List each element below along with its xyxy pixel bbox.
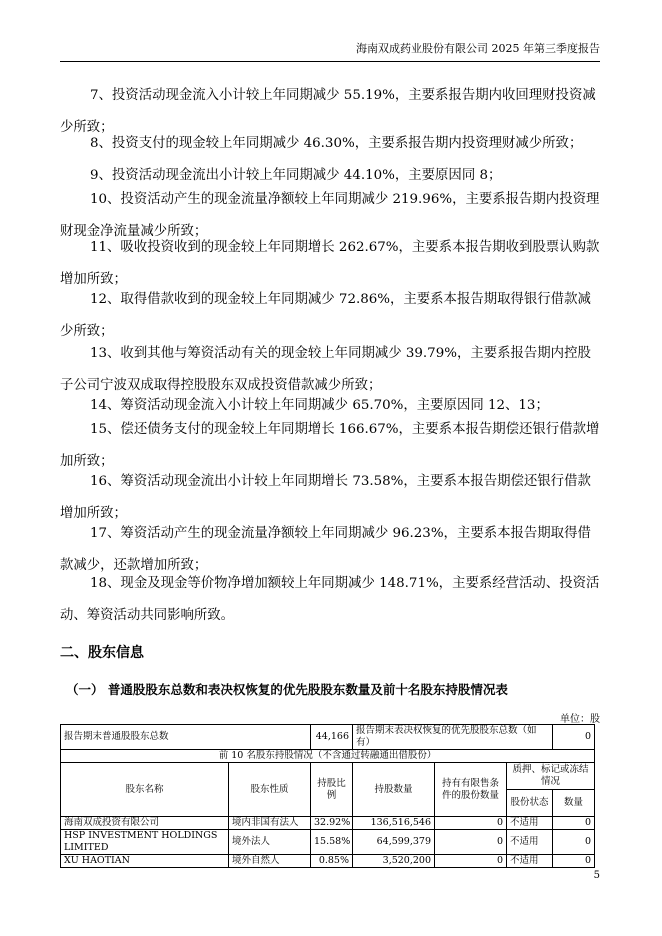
paragraph-8: 8、投资支付的现金较上年同期减少 46.30%，主要系报告期内投资理财减少所致； <box>90 136 583 151</box>
top10-title: 前 10 名股东持股情况（不含通过转融通出借股份） <box>61 750 595 763</box>
holder-restricted: 0 <box>435 830 507 855</box>
holder-nature: 境外法人 <box>229 830 311 855</box>
header-status: 股份状态 <box>507 790 553 817</box>
table-row <box>61 855 595 868</box>
header-ratio: 持股比例 <box>311 763 353 817</box>
holder-status: 不适用 <box>507 855 553 868</box>
paragraph-9: 9、投资活动现金流出小计较上年同期减少 44.10%，主要原因同 8； <box>90 168 502 183</box>
page-header: 海南双成药业股份有限公司 2025 年第三季度报告 <box>356 42 600 55</box>
holder-ratio: 0.85% <box>311 855 353 868</box>
holder-ratio: 32.92% <box>311 817 353 830</box>
holder-restricted: 0 <box>435 855 507 868</box>
table-row <box>61 817 595 830</box>
holder-status: 不适用 <box>507 830 553 855</box>
unit-label: 单位：股 <box>560 714 600 725</box>
holder-name: 海南双成投资有限公司 <box>61 817 229 830</box>
header-nature: 股东性质 <box>229 763 311 817</box>
holder-pledge-qty: 0 <box>553 855 595 868</box>
header-pledge: 质押、标记或冻结情况 <box>507 763 595 790</box>
pref-label: 报告期末表决权恢复的优先股股东总数（如有） <box>353 725 553 750</box>
holder-nature: 境内非国有法人 <box>229 817 311 830</box>
paragraph-16: 16、筹资活动现金流出小计较上年同期增长 73.58%，主要系本报告期偿还银行借款增加所致； <box>60 474 591 521</box>
summary-label: 报告期末普通股股东总数 <box>61 725 311 750</box>
holder-restricted: 0 <box>435 817 507 830</box>
paragraph-15: 15、偿还债务支付的现金较上年同期增长 166.67%，主要系本报告期偿还银行借款增加所致； <box>60 422 600 469</box>
header-row-1 <box>61 763 595 790</box>
holder-qty: 136,516,546 <box>353 817 435 830</box>
holder-qty: 3,520,200 <box>353 855 435 868</box>
paragraph-13: 13、收到其他与筹资活动有关的现金较上年同期减少 39.79%，主要系报告期内控股子公司宁波双成取得控股股东双成投资借款减少所致； <box>60 346 591 393</box>
header-pledge-qty: 数量 <box>553 790 595 817</box>
holder-pledge-qty: 0 <box>553 830 595 855</box>
paragraph-10: 10、投资活动产生的现金流量净额较上年同期减少 219.96%，主要系报告期内投资理财现金净流量减少所致； <box>60 192 600 239</box>
holder-nature: 境外自然人 <box>229 855 311 868</box>
section-title: 二、股东信息 <box>60 645 144 661</box>
pref-value: 0 <box>553 725 595 750</box>
holder-pledge-qty: 0 <box>553 817 595 830</box>
subsection-title: （一） 普通股股东总数和表决权恢复的优先股股东数量及前十名股东持股情况表 <box>66 682 508 697</box>
top10-title-row <box>61 750 595 763</box>
header-divider <box>60 61 600 62</box>
paragraph-7: 7、投资活动现金流入小计较上年同期减少 55.19%，主要系报告期内收回理财投资减少所致； <box>60 88 596 135</box>
shareholder-table <box>60 724 595 868</box>
paragraph-17: 17、筹资活动产生的现金流量净额较上年同期减少 96.23%，主要系本报告期取得借款减少，还款增加所致； <box>60 526 591 573</box>
holder-name: XU HAOTIAN <box>61 855 229 868</box>
holder-ratio: 15.58% <box>311 830 353 855</box>
summary-row <box>61 725 595 750</box>
holder-name: HSP INVESTMENT HOLDINGS LIMITED <box>61 830 229 855</box>
holder-qty: 64,599,379 <box>353 830 435 855</box>
paragraph-18: 18、现金及现金等价物净增加额较上年同期减少 148.71%，主要系经营活动、投资活动、筹资活动共同影响所致。 <box>60 576 600 623</box>
header-restricted: 持有有限售条件的股份数量 <box>435 763 507 817</box>
paragraph-12: 12、取得借款收到的现金较上年同期减少 72.86%，主要系本报告期取得银行借款减少所致； <box>60 292 591 339</box>
header-name: 股东名称 <box>61 763 229 817</box>
table-row <box>61 830 595 855</box>
holder-status: 不适用 <box>507 817 553 830</box>
summary-value: 44,166 <box>311 725 353 750</box>
paragraph-11: 11、吸收投资收到的现金较上年同期增长 262.67%，主要系本报告期收到股票认购款增加所致； <box>60 240 600 287</box>
paragraph-14: 14、筹资活动现金流入小计较上年同期减少 65.70%，主要原因同 12、13； <box>90 398 549 413</box>
page-number: 5 <box>593 870 600 881</box>
header-qty: 持股数量 <box>353 763 435 817</box>
